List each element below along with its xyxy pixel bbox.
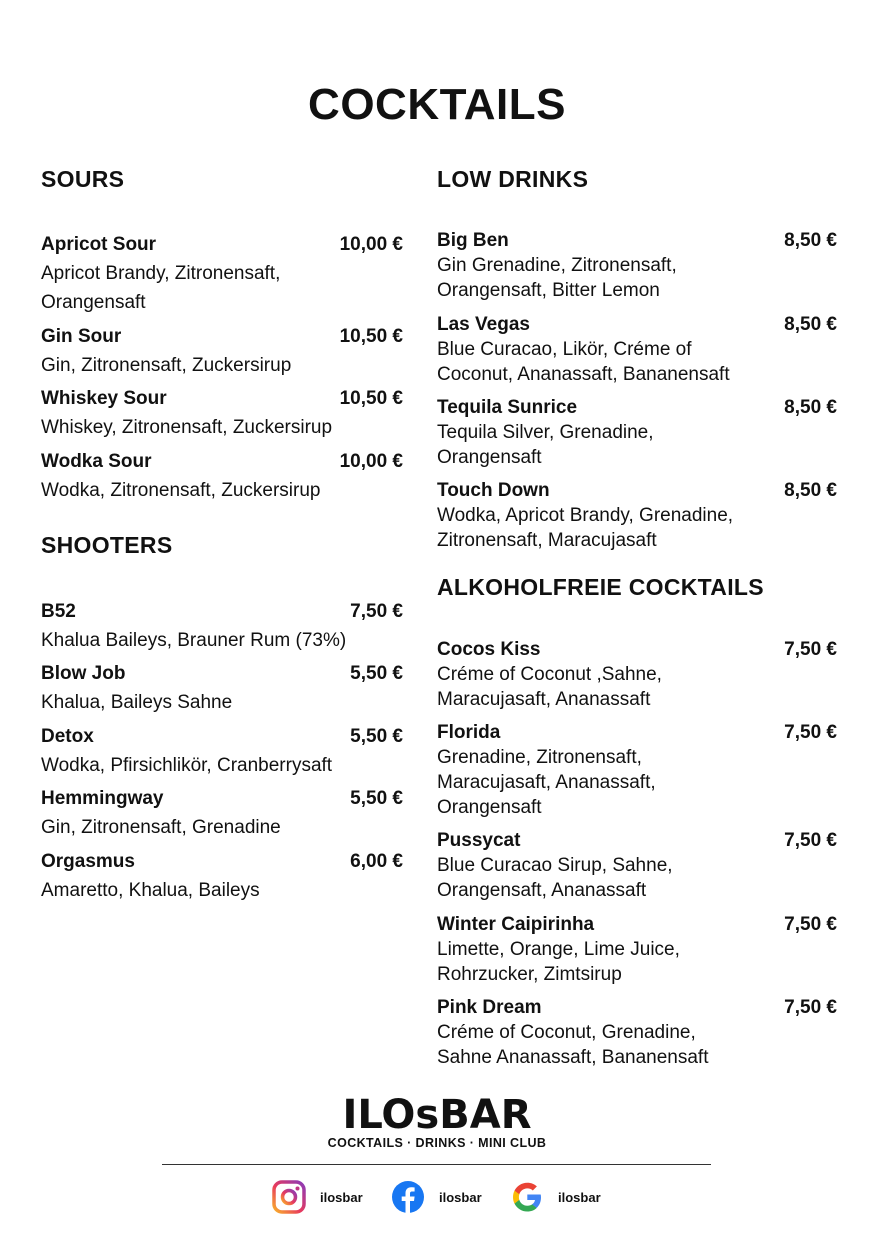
footer-divider bbox=[162, 1164, 711, 1165]
item-name: Apricot Sour bbox=[41, 234, 157, 255]
item-price: 6,00 € bbox=[350, 851, 403, 872]
google-handle: ilosbar bbox=[558, 1189, 601, 1205]
menu-item bbox=[437, 995, 837, 1070]
brand-logo bbox=[0, 1094, 874, 1150]
item-description: Amaretto, Khalua, Baileys bbox=[41, 880, 260, 901]
menu-item bbox=[41, 722, 403, 780]
item-description: Gin, Zitronensaft, Grenadine bbox=[41, 817, 281, 838]
item-description: Wodka, Pfirsichlikör, Cranberrysaft bbox=[41, 755, 333, 776]
item-name: Touch Down bbox=[437, 480, 550, 501]
item-description: Tequila Silver, Grenadine, Orangensaft bbox=[437, 422, 654, 468]
item-name: Hemmingway bbox=[41, 788, 164, 809]
right-column bbox=[437, 0, 837, 1080]
item-description: Créme of Coconut, Grenadine, Sahne Ananassaft, Bananensaft bbox=[437, 1022, 709, 1068]
item-name: Pink Dream bbox=[437, 997, 542, 1018]
google-icon bbox=[510, 1180, 544, 1214]
item-description: Khalua, Baileys Sahne bbox=[41, 692, 233, 713]
item-price: 8,50 € bbox=[784, 480, 837, 501]
item-price: 5,50 € bbox=[350, 726, 403, 747]
menu-item bbox=[41, 230, 403, 317]
item-description: Apricot Brandy, Zitronensaft, Orangensaft bbox=[41, 263, 281, 313]
item-price: 7,50 € bbox=[784, 722, 837, 743]
item-price: 8,50 € bbox=[784, 314, 837, 335]
menu-item bbox=[41, 597, 403, 655]
item-price: 10,50 € bbox=[339, 388, 403, 409]
item-description: Limette, Orange, Lime Juice, Rohrzucker, Zimtsirup bbox=[437, 939, 680, 985]
item-name: Orgasmus bbox=[41, 851, 135, 872]
social-facebook[interactable] bbox=[391, 1180, 482, 1214]
item-name: B52 bbox=[41, 601, 76, 622]
menu-item bbox=[41, 784, 403, 842]
menu-item bbox=[437, 312, 837, 387]
item-name: Gin Sour bbox=[41, 326, 122, 347]
item-description: Wodka, Apricot Brandy, Grenadine, Zitronensaft, Maracujasaft bbox=[437, 505, 734, 551]
item-name: Big Ben bbox=[437, 230, 509, 251]
menu-item bbox=[437, 228, 837, 303]
item-description: Blue Curacao, Likör, Créme of Coconut, Ananassaft, Bananensaft bbox=[437, 339, 730, 385]
item-name: Tequila Sunrice bbox=[437, 397, 578, 418]
item-price: 7,50 € bbox=[784, 830, 837, 851]
item-price: 8,50 € bbox=[784, 230, 837, 251]
item-price: 7,50 € bbox=[784, 639, 837, 660]
item-name: Winter Caipirinha bbox=[437, 914, 595, 935]
item-description: Whiskey, Zitronensaft, Zuckersirup bbox=[41, 417, 333, 438]
page-title: COCKTAILS bbox=[308, 80, 566, 129]
item-name: Cocos Kiss bbox=[437, 639, 541, 660]
menu-item bbox=[437, 478, 837, 553]
item-price: 7,50 € bbox=[784, 997, 837, 1018]
item-name: Detox bbox=[41, 726, 94, 747]
item-name: Las Vegas bbox=[437, 314, 530, 335]
menu-item bbox=[41, 847, 403, 905]
item-price: 7,50 € bbox=[784, 914, 837, 935]
social-google[interactable] bbox=[510, 1180, 601, 1214]
item-price: 7,50 € bbox=[350, 601, 403, 622]
facebook-handle: ilosbar bbox=[439, 1189, 482, 1205]
item-name: Pussycat bbox=[437, 830, 521, 851]
item-description: Gin, Zitronensaft, Zuckersirup bbox=[41, 355, 292, 376]
menu-item bbox=[437, 637, 837, 712]
section-title-sours: SOURS bbox=[41, 166, 125, 192]
item-name: Whiskey Sour bbox=[41, 388, 167, 409]
menu-item bbox=[437, 720, 837, 820]
item-description: Wodka, Zitronensaft, Zuckersirup bbox=[41, 480, 321, 501]
menu-item bbox=[437, 912, 837, 987]
item-description: Blue Curacao Sirup, Sahne, Orangensaft, Ananassaft bbox=[437, 855, 673, 901]
item-price: 5,50 € bbox=[350, 788, 403, 809]
menu-item bbox=[437, 395, 837, 470]
instagram-icon bbox=[272, 1180, 306, 1214]
logo-wordmark: ILOsBAR bbox=[342, 1092, 532, 1138]
left-column bbox=[41, 0, 403, 1000]
item-name: Wodka Sour bbox=[41, 451, 152, 472]
item-price: 10,50 € bbox=[339, 326, 403, 347]
logo-tagline: COCKTAILS · DRINKS · MINI CLUB bbox=[327, 1136, 547, 1150]
section-title-low-drinks: LOW DRINKS bbox=[437, 166, 589, 192]
section-title-alkoholfreie-cocktails: ALKOHOLFREIE COCKTAILS bbox=[437, 574, 764, 600]
item-name: Blow Job bbox=[41, 663, 126, 684]
item-price: 5,50 € bbox=[350, 663, 403, 684]
instagram-handle: ilosbar bbox=[320, 1189, 363, 1205]
item-price: 8,50 € bbox=[784, 397, 837, 418]
menu-item bbox=[41, 322, 403, 380]
menu-item bbox=[41, 384, 403, 442]
menu-item bbox=[41, 447, 403, 505]
item-name: Florida bbox=[437, 722, 501, 743]
item-price: 10,00 € bbox=[339, 451, 403, 472]
menu-item bbox=[437, 828, 837, 903]
item-description: Khalua Baileys, Brauner Rum (73%) bbox=[41, 630, 347, 651]
item-description: Gin Grenadine, Zitronensaft, Orangensaft, Bitter Lemon bbox=[437, 255, 677, 301]
facebook-icon bbox=[391, 1180, 425, 1214]
item-price: 10,00 € bbox=[339, 234, 403, 255]
section-title-shooters: SHOOTERS bbox=[41, 532, 173, 558]
item-description: Créme of Coconut ,Sahne, Maracujasaft, Ananassaft bbox=[437, 664, 662, 710]
item-description: Grenadine, Zitronensaft, Maracujasaft, Ananassaft, Orangensaft bbox=[437, 747, 656, 818]
social-instagram[interactable] bbox=[272, 1180, 363, 1214]
menu-item bbox=[41, 659, 403, 717]
